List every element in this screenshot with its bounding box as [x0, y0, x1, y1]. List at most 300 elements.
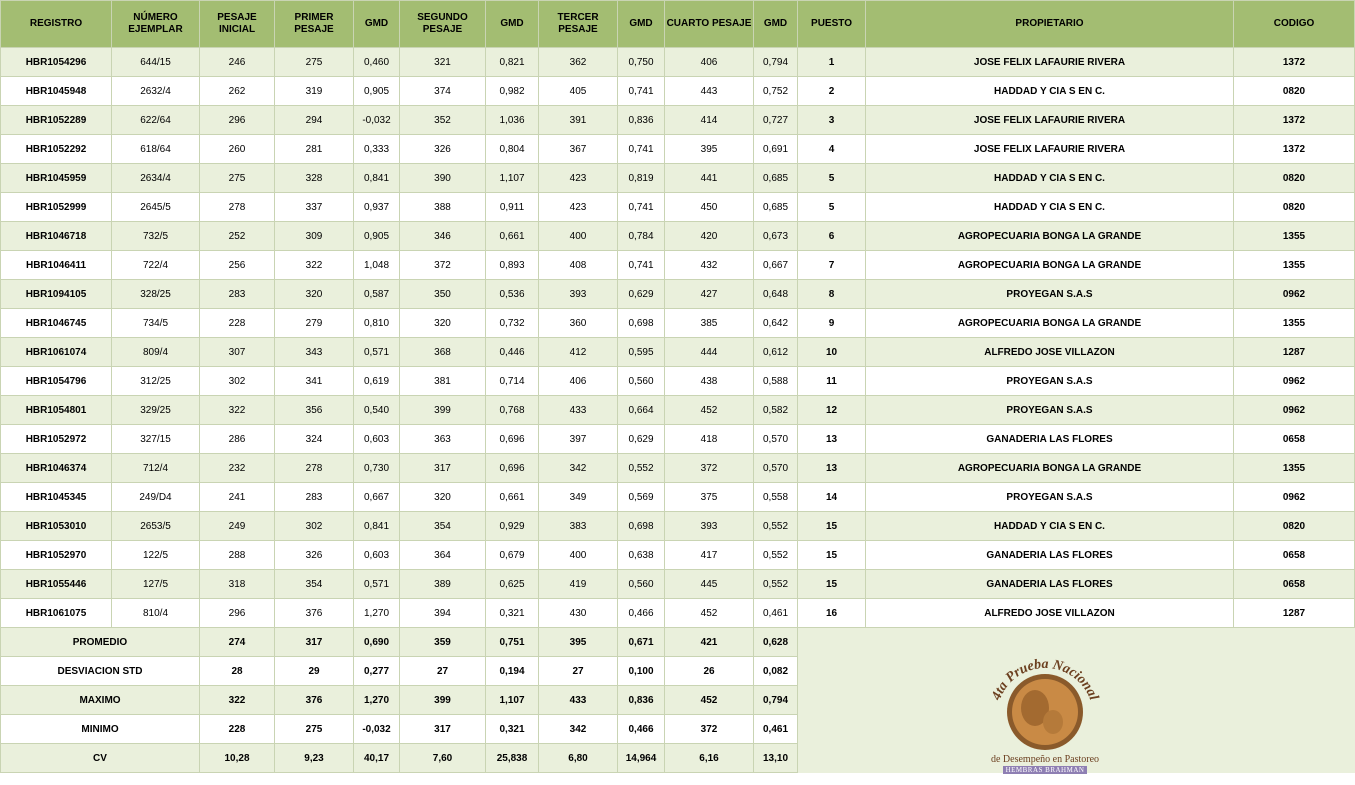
table-cell: HBR1094105 — [1, 280, 112, 309]
table-cell: 1,036 — [486, 106, 539, 135]
table-row — [1, 541, 1355, 570]
table-cell: 0,603 — [354, 425, 400, 454]
table-cell: 810/4 — [112, 599, 200, 628]
table-cell: 0,679 — [486, 541, 539, 570]
table-row — [1, 338, 1355, 367]
table-cell: ALFREDO JOSE VILLAZON — [866, 599, 1234, 628]
table-cell: 374 — [400, 77, 486, 106]
table-cell: GANADERIA LAS FLORES — [866, 425, 1234, 454]
table-cell: 0,582 — [754, 396, 798, 425]
table-cell: 0,732 — [486, 309, 539, 338]
table-cell: 423 — [539, 164, 618, 193]
table-cell: 388 — [400, 193, 486, 222]
stats-value: 7,60 — [400, 744, 486, 773]
table-cell: 0658 — [1234, 541, 1355, 570]
table-cell: 406 — [665, 48, 754, 77]
logo-seal-icon — [975, 650, 1115, 754]
table-cell: 0,804 — [486, 135, 539, 164]
table-cell: 0,570 — [754, 454, 798, 483]
table-cell: 0,714 — [486, 367, 539, 396]
table-cell: 356 — [275, 396, 354, 425]
table-cell: 296 — [200, 599, 275, 628]
table-cell: 0658 — [1234, 570, 1355, 599]
table-cell: 0,569 — [618, 483, 665, 512]
column-header: TERCER PESAJE — [539, 1, 618, 48]
stats-value: -0,032 — [354, 715, 400, 744]
table-cell: 321 — [400, 48, 486, 77]
stats-value: 10,28 — [200, 744, 275, 773]
table-cell: HBR1054296 — [1, 48, 112, 77]
table-cell: 0,648 — [754, 280, 798, 309]
table-cell: 0,587 — [354, 280, 400, 309]
column-header: PUESTO — [798, 1, 866, 48]
column-header: CODIGO — [1234, 1, 1355, 48]
table-cell: 2645/5 — [112, 193, 200, 222]
table-cell: 0,460 — [354, 48, 400, 77]
table-cell: 385 — [665, 309, 754, 338]
table-cell: AGROPECUARIA BONGA LA GRANDE — [866, 251, 1234, 280]
stats-value: 452 — [665, 686, 754, 715]
column-header: GMD — [618, 1, 665, 48]
table-cell: 0,794 — [754, 48, 798, 77]
table-cell: 400 — [539, 222, 618, 251]
table-cell: 423 — [539, 193, 618, 222]
table-cell: 296 — [200, 106, 275, 135]
table-cell: 0,661 — [486, 483, 539, 512]
table-cell: 1287 — [1234, 599, 1355, 628]
table-cell: 1372 — [1234, 135, 1355, 164]
table-cell: AGROPECUARIA BONGA LA GRANDE — [866, 222, 1234, 251]
table-cell: HBR1046374 — [1, 454, 112, 483]
table-cell: 0,905 — [354, 77, 400, 106]
table-cell: 278 — [200, 193, 275, 222]
table-cell: 432 — [665, 251, 754, 280]
stats-value: 0,461 — [754, 715, 798, 744]
table-cell: GANADERIA LAS FLORES — [866, 541, 1234, 570]
table-cell: 0820 — [1234, 77, 1355, 106]
stats-value: 275 — [275, 715, 354, 744]
table-cell: 722/4 — [112, 251, 200, 280]
stats-value: 25,838 — [486, 744, 539, 773]
logo-title: 4ta Prueba Nacional — [989, 657, 1101, 703]
stats-value: 1,270 — [354, 686, 400, 715]
table-cell: HBR1045948 — [1, 77, 112, 106]
table-cell: 286 — [200, 425, 275, 454]
table-cell: 15 — [798, 512, 866, 541]
table-cell: 393 — [665, 512, 754, 541]
table-cell: 320 — [400, 483, 486, 512]
table-cell: 0962 — [1234, 280, 1355, 309]
table-cell: HBR1052972 — [1, 425, 112, 454]
table-cell: 452 — [665, 396, 754, 425]
table-cell: 400 — [539, 541, 618, 570]
table-cell: 1 — [798, 48, 866, 77]
table-cell: 0,552 — [754, 512, 798, 541]
table-cell: 288 — [200, 541, 275, 570]
table-cell: 0,570 — [754, 425, 798, 454]
table-cell: 0,741 — [618, 77, 665, 106]
table-cell: 260 — [200, 135, 275, 164]
table-cell: 0820 — [1234, 193, 1355, 222]
stats-value: 317 — [400, 715, 486, 744]
table-cell: 1,048 — [354, 251, 400, 280]
table-cell: 0,446 — [486, 338, 539, 367]
table-cell: HADDAD Y CIA S EN C. — [866, 77, 1234, 106]
column-header: NÚMERO EJEMPLAR — [112, 1, 200, 48]
table-cell: 232 — [200, 454, 275, 483]
table-cell: 0,536 — [486, 280, 539, 309]
table-cell: 393 — [539, 280, 618, 309]
table-cell: 0,698 — [618, 309, 665, 338]
table-cell: 0,893 — [486, 251, 539, 280]
table-row — [1, 396, 1355, 425]
table-cell: 0,588 — [754, 367, 798, 396]
table-cell: 452 — [665, 599, 754, 628]
table-cell: 10 — [798, 338, 866, 367]
table-cell: 281 — [275, 135, 354, 164]
table-cell: 0,595 — [618, 338, 665, 367]
table-cell: 438 — [665, 367, 754, 396]
table-row — [1, 309, 1355, 338]
table-row — [1, 222, 1355, 251]
table-cell: 0,540 — [354, 396, 400, 425]
table-cell: 1,270 — [354, 599, 400, 628]
table-cell: HADDAD Y CIA S EN C. — [866, 164, 1234, 193]
table-cell: 249 — [200, 512, 275, 541]
table-cell: 328 — [275, 164, 354, 193]
column-header: PESAJE INICIAL — [200, 1, 275, 48]
table-cell: 342 — [539, 454, 618, 483]
table-cell: 0,730 — [354, 454, 400, 483]
table-row — [1, 367, 1355, 396]
table-cell: 275 — [275, 48, 354, 77]
column-header: PROPIETARIO — [866, 1, 1234, 48]
table-cell: 0,768 — [486, 396, 539, 425]
table-cell: JOSE FELIX LAFAURIE RIVERA — [866, 48, 1234, 77]
table-cell: 328/25 — [112, 280, 200, 309]
table-cell: 0,911 — [486, 193, 539, 222]
table-cell: 0,552 — [618, 454, 665, 483]
table-cell: 252 — [200, 222, 275, 251]
table-cell: 417 — [665, 541, 754, 570]
stats-value: 421 — [665, 628, 754, 657]
table-cell: 1355 — [1234, 454, 1355, 483]
table-cell: HBR1061075 — [1, 599, 112, 628]
table-cell: 11 — [798, 367, 866, 396]
stats-value: 342 — [539, 715, 618, 744]
table-cell: HBR1045959 — [1, 164, 112, 193]
table-cell: 375 — [665, 483, 754, 512]
stats-value: 0,690 — [354, 628, 400, 657]
table-cell: 326 — [400, 135, 486, 164]
table-cell: 0,466 — [618, 599, 665, 628]
table-cell: 249/D4 — [112, 483, 200, 512]
table-cell: 391 — [539, 106, 618, 135]
table-cell: 0,841 — [354, 164, 400, 193]
stats-value: 26 — [665, 657, 754, 686]
table-cell: 394 — [400, 599, 486, 628]
table-cell: 8 — [798, 280, 866, 309]
table-cell: 0,841 — [354, 512, 400, 541]
table-cell: 318 — [200, 570, 275, 599]
logo-tag: HEMBRAS BRAHMAN — [1003, 766, 1087, 774]
table-cell: 405 — [539, 77, 618, 106]
table-cell: 418 — [665, 425, 754, 454]
table-cell: 399 — [400, 396, 486, 425]
table-cell: 309 — [275, 222, 354, 251]
table-cell: 712/4 — [112, 454, 200, 483]
stats-value: 0,794 — [754, 686, 798, 715]
table-cell: 644/15 — [112, 48, 200, 77]
table-cell: 228 — [200, 309, 275, 338]
stats-label: DESVIACION STD — [1, 657, 200, 686]
table-cell: 278 — [275, 454, 354, 483]
table-cell: 0,937 — [354, 193, 400, 222]
table-cell: 7 — [798, 251, 866, 280]
table-cell: 0,784 — [618, 222, 665, 251]
stats-value: 0,321 — [486, 715, 539, 744]
table-cell: 367 — [539, 135, 618, 164]
table-cell: ALFREDO JOSE VILLAZON — [866, 338, 1234, 367]
table-cell: 1,107 — [486, 164, 539, 193]
table-cell: 734/5 — [112, 309, 200, 338]
table-cell: -0,032 — [354, 106, 400, 135]
table-cell: 0,698 — [618, 512, 665, 541]
stats-value: 0,628 — [754, 628, 798, 657]
table-cell: 0820 — [1234, 164, 1355, 193]
table-cell: 0,571 — [354, 338, 400, 367]
table-row — [1, 280, 1355, 309]
table-cell: 0,982 — [486, 77, 539, 106]
table-cell: 0658 — [1234, 425, 1355, 454]
table-cell: 0962 — [1234, 367, 1355, 396]
table-cell: 0,727 — [754, 106, 798, 135]
stats-value: 0,836 — [618, 686, 665, 715]
stats-value: 0,082 — [754, 657, 798, 686]
stats-value: 359 — [400, 628, 486, 657]
table-cell: 0,696 — [486, 425, 539, 454]
table-cell: 352 — [400, 106, 486, 135]
table-cell: 283 — [200, 280, 275, 309]
data-body — [1, 48, 1355, 628]
table-cell: JOSE FELIX LAFAURIE RIVERA — [866, 135, 1234, 164]
table-cell: 0962 — [1234, 483, 1355, 512]
table-cell: 0,741 — [618, 251, 665, 280]
stats-value: 1,107 — [486, 686, 539, 715]
table-row — [1, 164, 1355, 193]
table-cell: 389 — [400, 570, 486, 599]
table-cell: HBR1055446 — [1, 570, 112, 599]
table-cell: 0,629 — [618, 425, 665, 454]
stats-value: 322 — [200, 686, 275, 715]
table-cell: 320 — [275, 280, 354, 309]
stats-value: 228 — [200, 715, 275, 744]
table-row — [1, 425, 1355, 454]
table-cell: 1355 — [1234, 251, 1355, 280]
stats-value: 0,671 — [618, 628, 665, 657]
table-cell: 372 — [665, 454, 754, 483]
column-header: PRIMER PESAJE — [275, 1, 354, 48]
table-cell: 294 — [275, 106, 354, 135]
table-cell: 420 — [665, 222, 754, 251]
stats-value: 0,277 — [354, 657, 400, 686]
table-cell: 0,821 — [486, 48, 539, 77]
stats-label: MINIMO — [1, 715, 200, 744]
table-cell: 445 — [665, 570, 754, 599]
stats-value: 28 — [200, 657, 275, 686]
stats-value: 0,751 — [486, 628, 539, 657]
table-row — [1, 106, 1355, 135]
table-cell: HADDAD Y CIA S EN C. — [866, 512, 1234, 541]
table-cell: 329/25 — [112, 396, 200, 425]
table-cell: 354 — [275, 570, 354, 599]
table-cell: 246 — [200, 48, 275, 77]
table-cell: PROYEGAN S.A.S — [866, 483, 1234, 512]
table-row — [1, 512, 1355, 541]
table-cell: 0,642 — [754, 309, 798, 338]
table-cell: PROYEGAN S.A.S — [866, 396, 1234, 425]
table-cell: 322 — [275, 251, 354, 280]
table-cell: PROYEGAN S.A.S — [866, 280, 1234, 309]
column-header: REGISTRO — [1, 1, 112, 48]
table-cell: 0,552 — [754, 570, 798, 599]
table-cell: HBR1053010 — [1, 512, 112, 541]
table-cell: 0,905 — [354, 222, 400, 251]
table-cell: 322 — [200, 396, 275, 425]
stats-value: 27 — [400, 657, 486, 686]
table-cell: 0,625 — [486, 570, 539, 599]
stats-value: 0,100 — [618, 657, 665, 686]
table-cell: 406 — [539, 367, 618, 396]
table-cell: 0,619 — [354, 367, 400, 396]
table-cell: 16 — [798, 599, 866, 628]
table-cell: 0,750 — [618, 48, 665, 77]
table-cell: 14 — [798, 483, 866, 512]
table-cell: JOSE FELIX LAFAURIE RIVERA — [866, 106, 1234, 135]
stats-value: 9,23 — [275, 744, 354, 773]
table-cell: 0,752 — [754, 77, 798, 106]
table-row — [1, 193, 1355, 222]
stats-value: 0,194 — [486, 657, 539, 686]
table-cell: 809/4 — [112, 338, 200, 367]
stats-label: CV — [1, 744, 200, 773]
table-cell: 302 — [200, 367, 275, 396]
table-cell: 279 — [275, 309, 354, 338]
stats-label: PROMEDIO — [1, 628, 200, 657]
table-cell: 0,667 — [754, 251, 798, 280]
table-cell: 0,691 — [754, 135, 798, 164]
table-cell: HADDAD Y CIA S EN C. — [866, 193, 1234, 222]
table-cell: 0,661 — [486, 222, 539, 251]
table-row — [1, 599, 1355, 628]
table-cell: 4 — [798, 135, 866, 164]
table-cell: 0,667 — [354, 483, 400, 512]
table-cell: 0,638 — [618, 541, 665, 570]
stats-value: 274 — [200, 628, 275, 657]
table-cell: 1372 — [1234, 48, 1355, 77]
table-cell: 0,321 — [486, 599, 539, 628]
table-cell: 5 — [798, 193, 866, 222]
table-cell: 0,558 — [754, 483, 798, 512]
table-cell: HBR1046718 — [1, 222, 112, 251]
table-cell: GANADERIA LAS FLORES — [866, 570, 1234, 599]
table-cell: 419 — [539, 570, 618, 599]
table-cell: 262 — [200, 77, 275, 106]
table-cell: 354 — [400, 512, 486, 541]
stats-value: 27 — [539, 657, 618, 686]
table-cell: 430 — [539, 599, 618, 628]
table-row — [1, 454, 1355, 483]
table-cell: 1355 — [1234, 222, 1355, 251]
table-cell: 324 — [275, 425, 354, 454]
table-cell: HBR1045345 — [1, 483, 112, 512]
table-cell: 0,673 — [754, 222, 798, 251]
table-cell: 408 — [539, 251, 618, 280]
table-cell: HBR1061074 — [1, 338, 112, 367]
table-cell: 383 — [539, 512, 618, 541]
stats-value: 14,964 — [618, 744, 665, 773]
table-cell: 0,629 — [618, 280, 665, 309]
table-cell: 15 — [798, 570, 866, 599]
table-cell: 1287 — [1234, 338, 1355, 367]
table-cell: 372 — [400, 251, 486, 280]
table-cell: 346 — [400, 222, 486, 251]
logo-subtitle: de Desempeño en Pastoreo — [990, 754, 1100, 765]
table-cell: 122/5 — [112, 541, 200, 570]
table-cell: 0,603 — [354, 541, 400, 570]
table-row — [1, 135, 1355, 164]
stats-value: 395 — [539, 628, 618, 657]
stats-label: MAXIMO — [1, 686, 200, 715]
table-cell: HBR1046745 — [1, 309, 112, 338]
table-cell: 320 — [400, 309, 486, 338]
table-cell: 376 — [275, 599, 354, 628]
table-cell: 0820 — [1234, 512, 1355, 541]
stats-value: 0,466 — [618, 715, 665, 744]
header-row — [1, 1, 1355, 48]
column-header: SEGUNDO PESAJE — [400, 1, 486, 48]
table-cell: 363 — [400, 425, 486, 454]
table-cell: 13 — [798, 454, 866, 483]
table-cell: 362 — [539, 48, 618, 77]
stats-value: 372 — [665, 715, 754, 744]
table-cell: 12 — [798, 396, 866, 425]
table-cell: 283 — [275, 483, 354, 512]
table-cell: 275 — [200, 164, 275, 193]
table-cell: 395 — [665, 135, 754, 164]
table-cell: 312/25 — [112, 367, 200, 396]
table-cell: HBR1054801 — [1, 396, 112, 425]
table-cell: 427 — [665, 280, 754, 309]
table-cell: 0,552 — [754, 541, 798, 570]
table-cell: 127/5 — [112, 570, 200, 599]
table-cell: 6 — [798, 222, 866, 251]
prueba-nacional-logo — [975, 650, 1115, 778]
stats-body — [1, 628, 1355, 773]
stats-value: 29 — [275, 657, 354, 686]
table-cell: 414 — [665, 106, 754, 135]
table-cell: 441 — [665, 164, 754, 193]
stats-value: 13,10 — [754, 744, 798, 773]
table-cell: 0,333 — [354, 135, 400, 164]
stats-value: 433 — [539, 686, 618, 715]
column-header: GMD — [354, 1, 400, 48]
table-cell: 381 — [400, 367, 486, 396]
table-cell: AGROPECUARIA BONGA LA GRANDE — [866, 454, 1234, 483]
table-cell: 0,685 — [754, 164, 798, 193]
table-cell: 412 — [539, 338, 618, 367]
table-cell: 433 — [539, 396, 618, 425]
